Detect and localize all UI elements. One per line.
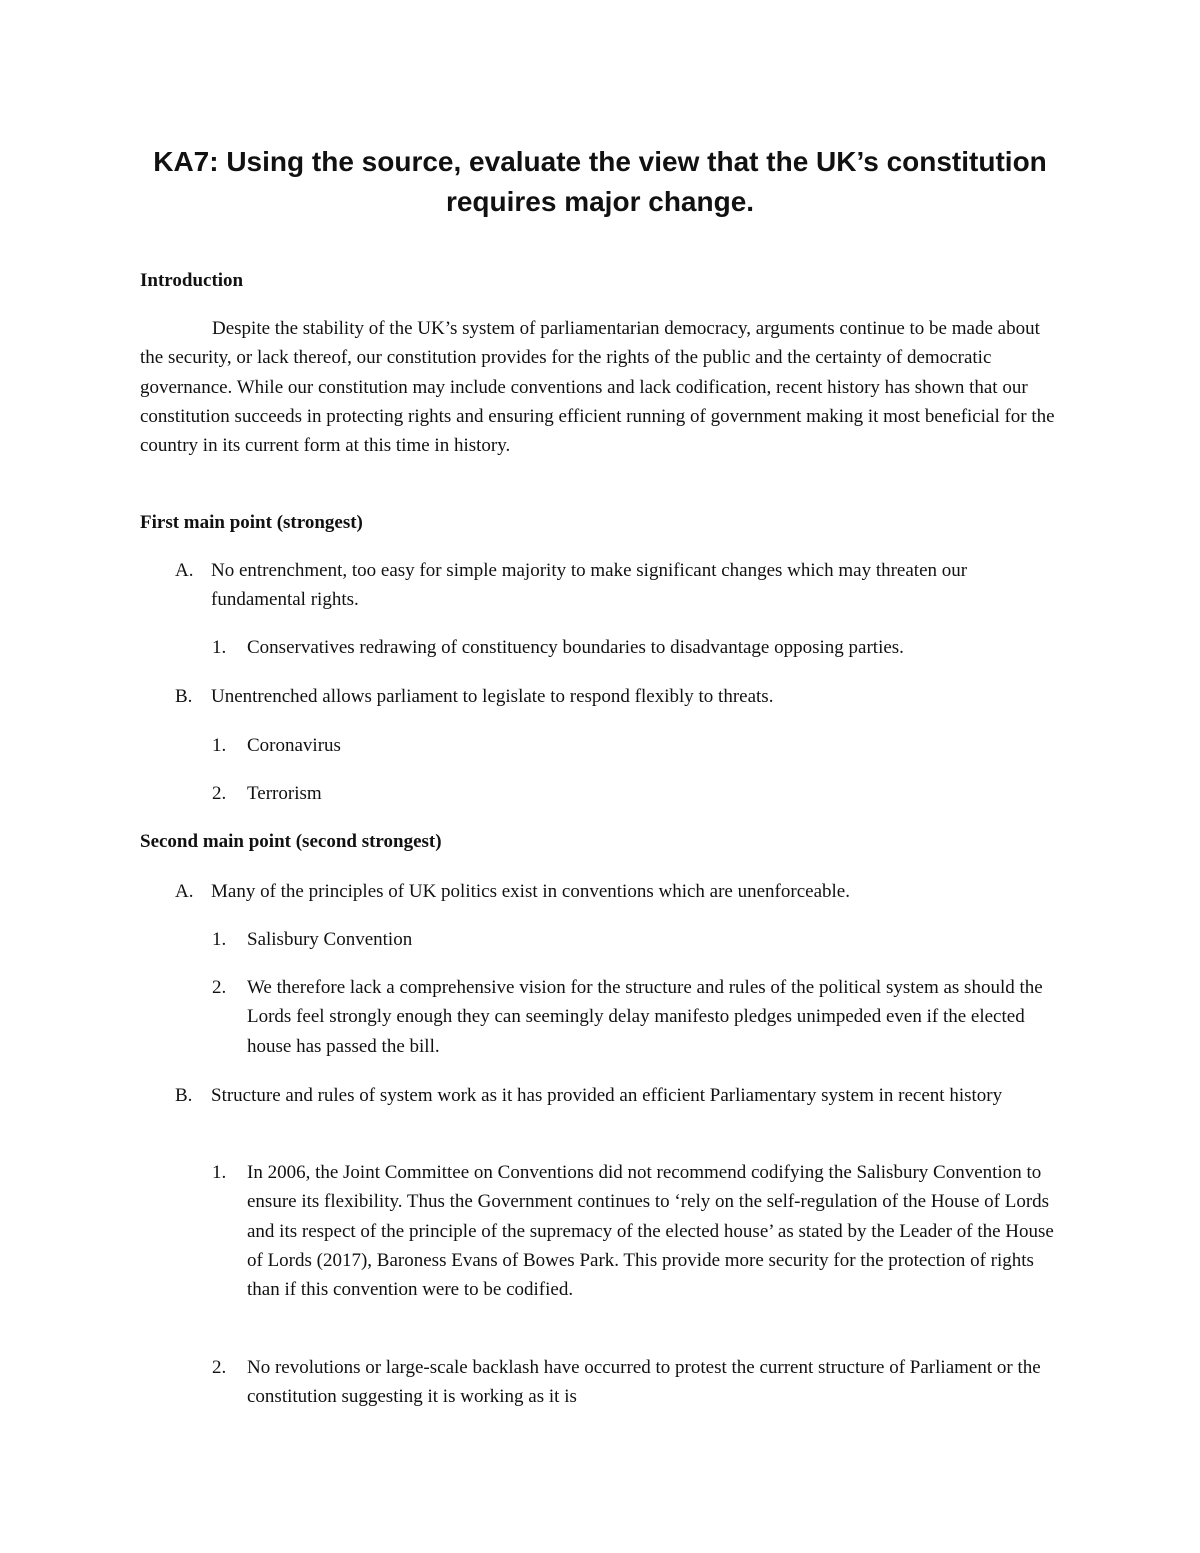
list-marker: A. <box>175 881 194 902</box>
list-item-text: Coronavirus <box>247 735 341 756</box>
list-item-text: Conservatives redrawing of constituency boundaries to disadvantage opposing parties. <box>247 637 904 658</box>
first-point-item-a <box>175 556 1060 615</box>
first-point-item-b <box>175 682 1060 711</box>
list-item-text: Structure and rules of system work as it has provided an efficient Parliamentary system in recent history <box>211 1085 1003 1106</box>
list-marker: 2. <box>212 1357 227 1378</box>
first-point-item-a-1 <box>212 633 1060 662</box>
second-point-item-b-1 <box>212 1158 1060 1304</box>
second-point-item-b <box>175 1081 1060 1110</box>
second-point-item-b-2 <box>212 1353 1060 1412</box>
list-item-text: No revolutions or large-scale backlash have occurred to protest the current structure of Parliament or the constitution suggesting it is working as it is <box>247 1357 1041 1408</box>
list-marker: 2. <box>212 783 227 804</box>
list-item-text: Unentrenched allows parliament to legislate to respond flexibly to threats. <box>211 686 774 707</box>
list-item-text: Many of the principles of UK politics exist in conventions which are unenforceable. <box>211 881 850 902</box>
second-point-item-a <box>175 877 1060 906</box>
introduction-heading: Introduction <box>140 270 244 291</box>
list-marker: 2. <box>212 977 227 998</box>
list-item-text: In 2006, the Joint Committee on Conventions did not recommend codifying the Salisbury Convention to ensure its flexibility. Thus the Government continues to ‘rely on the self-regulation of the House of Lords and its respect of the principle of the supremacy of the elected house’ as stated by the Leader of the House of Lords (2017), Baroness Evans of Bowes Park. This provide more security for the protection of rights than if this convention were to be codified. <box>247 1162 1054 1301</box>
list-marker: A. <box>175 560 194 581</box>
list-marker: B. <box>175 686 193 707</box>
introduction-paragraph: Despite the stability of the UK’s system of parliamentarian democracy, arguments continue to be made about the security, or lack thereof, our constitution provides for the rights of the public and the certainty of democratic governance. While our constitution may include conventions and lack codification, recent history has shown that our constitution succeeds in protecting rights and ensuring efficient running of government making it most beneficial for the country in its current form at this time in history. <box>140 318 1055 457</box>
second-point-heading: Second main point (second strongest) <box>140 831 442 852</box>
first-point-item-b-1 <box>212 731 1060 760</box>
list-marker: 1. <box>212 735 227 756</box>
second-point-item-a-2 <box>212 973 1060 1061</box>
list-item-text: No entrenchment, too easy for simple majority to make significant changes which may threaten our fundamental rights. <box>211 560 968 611</box>
first-point-item-b-2 <box>212 779 1060 808</box>
list-marker: 1. <box>212 637 227 658</box>
list-marker: B. <box>175 1085 193 1106</box>
second-point-item-a-1 <box>212 925 1060 954</box>
first-point-heading: First main point (strongest) <box>140 512 363 533</box>
list-item-text: We therefore lack a comprehensive vision for the structure and rules of the political system as should the Lords feel strongly enough they can seemingly delay manifesto pledges unimpeded even if the elected house has passed the bill. <box>247 977 1043 1057</box>
list-marker: 1. <box>212 929 227 950</box>
list-item-text: Salisbury Convention <box>247 929 413 950</box>
document-title: KA7: Using the source, evaluate the view that the UK’s constitution requires major change. <box>153 146 1047 217</box>
list-item-text: Terrorism <box>247 783 322 804</box>
list-marker: 1. <box>212 1162 227 1183</box>
